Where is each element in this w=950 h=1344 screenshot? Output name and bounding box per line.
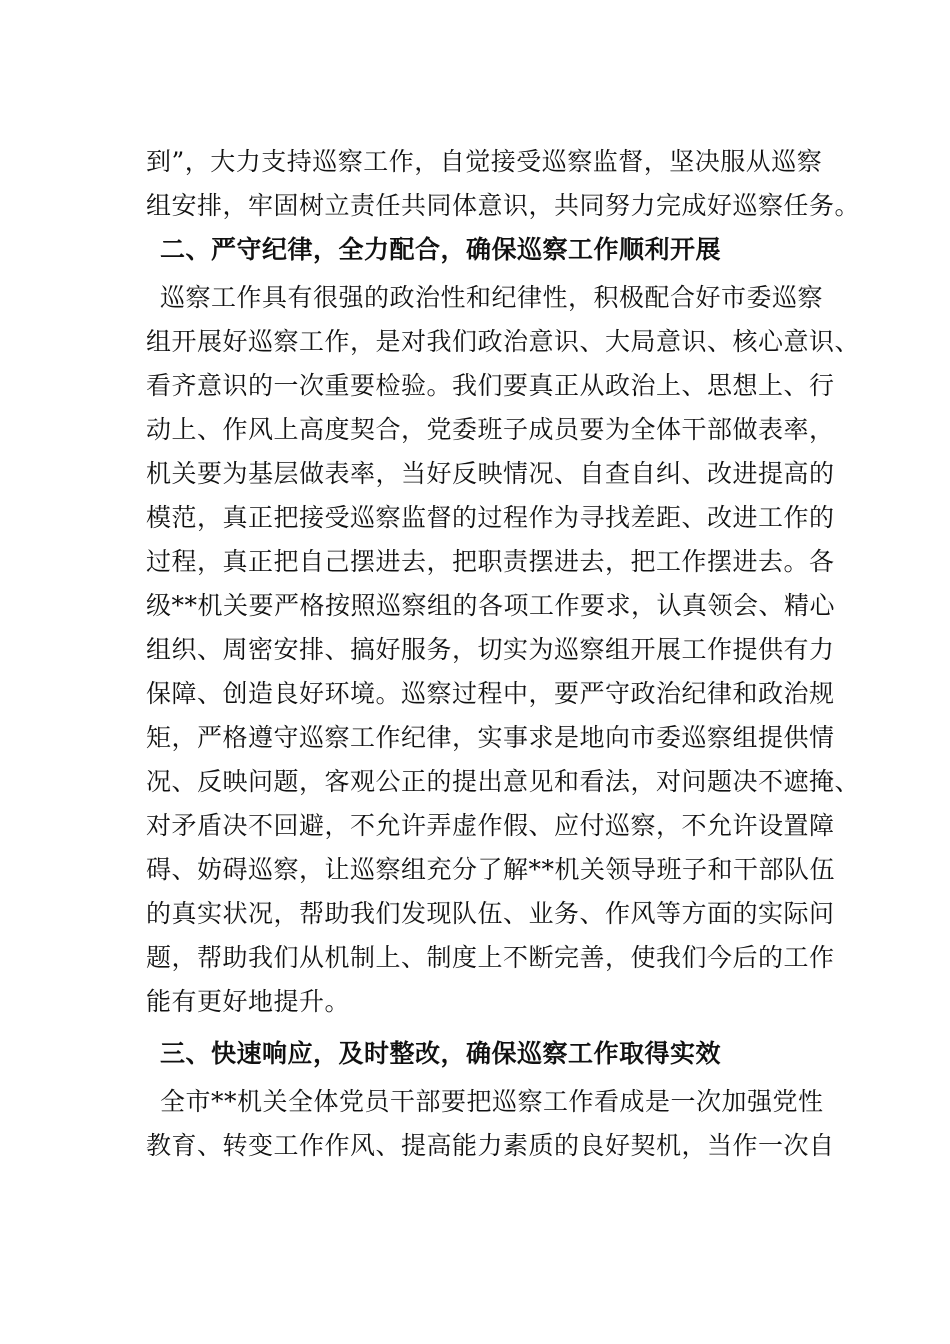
text-line: 组安排，牢固树立责任共同体意识，共同努力完成好巡察任务。	[146, 191, 861, 220]
text-line: 能有更好地提升。	[146, 987, 351, 1016]
text-line: 矩，严格遵守巡察工作纪律，实事求是地向市委巡察组提供情	[146, 723, 835, 752]
text-line: 看齐意识的一次重要检验。我们要真正从政治上、思想上、行	[146, 371, 835, 400]
text-line: 级**机关要严格按照巡察组的各项工作要求，认真领会、精心	[146, 591, 836, 620]
text-line: 到”，大力支持巡察工作，自觉接受巡察监督，坚决服从巡察	[146, 147, 823, 176]
text-line: 的真实状况，帮助我们发现队伍、业务、作风等方面的实际问	[146, 899, 835, 928]
text-line: 题，帮助我们从机制上、制度上不断完善，使我们今后的工作	[146, 943, 835, 972]
text-line: 保障、创造良好环境。巡察过程中，要严守政治纪律和政治规	[146, 679, 835, 708]
text-line: 教育、转变工作作风、提高能力素质的良好契机，当作一次自	[146, 1131, 835, 1160]
text-line: 组开展好巡察工作，是对我们政治意识、大局意识、核心意识、	[146, 327, 861, 356]
section-heading-3: 三、快速响应，及时整改，确保巡察工作取得实效	[160, 1039, 722, 1068]
text-line: 模范，真正把接受巡察监督的过程作为寻找差距、改进工作的	[146, 503, 835, 532]
text-line: 机关要为基层做表率，当好反映情况、自查自纠、改进提高的	[146, 459, 835, 488]
text-line: 巡察工作具有很强的政治性和纪律性，积极配合好市委巡察	[160, 283, 824, 312]
text-line: 况、反映问题，客观公正的提出意见和看法，对问题决不遮掩、	[146, 767, 861, 796]
text-line: 碍、妨碍巡察，让巡察组充分了解**机关领导班子和干部队伍	[146, 855, 836, 884]
section-heading-2: 二、严守纪律，全力配合，确保巡察工作顺利开展	[160, 235, 722, 264]
text-line: 过程，真正把自己摆进去，把职责摆进去，把工作摆进去。各	[146, 547, 835, 576]
text-line: 对矛盾决不回避，不允许弄虚作假、应付巡察，不允许设置障	[146, 811, 835, 840]
text-line: 全市**机关全体党员干部要把巡察工作看成是一次加强党性	[160, 1087, 824, 1116]
text-line: 动上、作风上高度契合，党委班子成员要为全体干部做表率，	[146, 415, 835, 444]
text-line: 组织、周密安排、搞好服务，切实为巡察组开展工作提供有力	[146, 635, 835, 664]
